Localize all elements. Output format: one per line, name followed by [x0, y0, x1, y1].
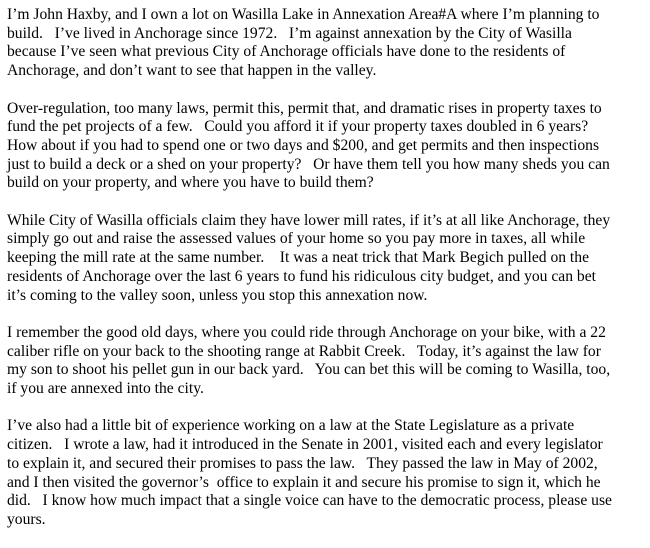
paragraph-line: and I then visited the governor’s office to explain it and secure his promise to sign it, which he	[7, 473, 601, 491]
paragraph-line: I remember the good old days, where you could ride through Anchorage on your bike, with a 22	[7, 323, 606, 341]
paragraph-line: if you are annexed into the city.	[7, 380, 204, 398]
paragraph-line: because I’ve seen what previous City of Anchorage officials have done to the residents of	[7, 43, 566, 61]
paragraph-line: it’s coming to the valley soon, unless you stop this annexation now.	[7, 286, 428, 304]
paragraph-line: just to build a deck or a shed on your property? Or have them tell you how many sheds you can	[7, 155, 610, 173]
paragraph-line: build. I’ve lived in Anchorage since 1972. I’m against annexation by the City of Wasilla	[7, 24, 572, 42]
paragraph-line: yours.	[7, 510, 46, 528]
paragraph-line: How about if you had to spend one or two days and $200, and get permits and then inspections	[7, 136, 600, 154]
paragraph-line: fund the pet projects of a few. Could you afford it if your property taxes doubled in 6 years?	[7, 118, 589, 136]
paragraph-line: my son to shoot his pellet gun in our back yard. You can bet this will be coming to Wasilla, too,	[7, 361, 611, 379]
letter-body	[7, 6, 647, 548]
paragraph-legislature	[7, 417, 647, 529]
paragraph-line: While City of Wasilla officials claim they have lower mill rates, if it’s at all like Anchorage, they	[7, 211, 611, 229]
paragraph-line: did. I know how much impact that a single voice can have to the democratic process, please use	[7, 492, 612, 510]
paragraph-good-old-days	[7, 324, 647, 399]
paragraph-line: build on your property, and where you have to build them?	[7, 174, 374, 192]
paragraph-line: Over-regulation, too many laws, permit this, permit that, and dramatic rises in property taxes to	[7, 99, 602, 117]
paragraph-line: keeping the mill rate at the same number. It was a neat trick that Mark Begich pulled on the	[7, 249, 589, 267]
paragraph-line: residents of Anchorage over the last 6 years to fund his ridiculous city budget, and you can bet	[7, 267, 596, 285]
paragraph-line: citizen. I wrote a law, had it introduced in the Senate in 2001, visited each and every legislator	[7, 436, 603, 454]
paragraph-intro	[7, 6, 647, 81]
paragraph-line: I’m John Haxby, and I own a lot on Wasilla Lake in Annexation Area#A where I’m planning to	[7, 6, 600, 23]
paragraph-line: caliber rifle on your back to the shooting range at Rabbit Creek. Today, it’s against the law for	[7, 342, 601, 360]
paragraph-mill-rates	[7, 212, 647, 306]
paragraph-line: simply go out and raise the assessed values of your home so you pay more in taxes, all while	[7, 230, 586, 248]
paragraph-line: I’ve also had a little bit of experience working on a law at the State Legislature as a private	[7, 417, 575, 435]
paragraph-line: Anchorage, and don’t want to see that happen in the valley.	[7, 62, 377, 80]
paragraph-over-regulation	[7, 100, 647, 194]
paragraph-line: to explain it, and secured their promises to pass the law. They passed the law in May of 2002,	[7, 454, 598, 472]
